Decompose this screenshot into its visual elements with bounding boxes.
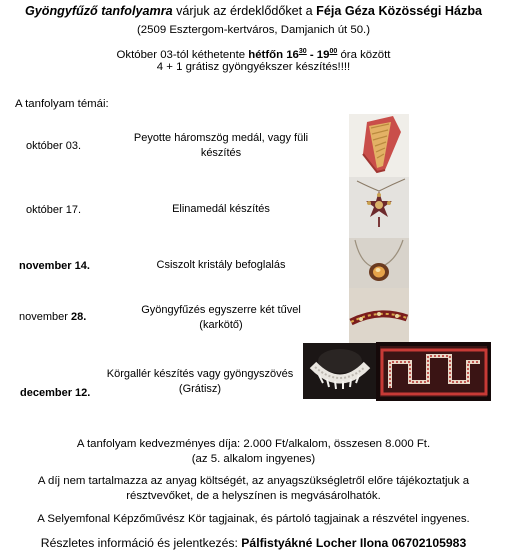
header-invite-text: várjuk az érdeklődőket a (172, 4, 317, 18)
topic-desc-1-line1: Peyotte háromszög medál, vagy füli (133, 132, 309, 144)
topic-date-1: október 03. (26, 140, 82, 152)
contact-line (0, 536, 507, 551)
venue-address: (2509 Esztergom-kertváros, Damjanich út 50.) (137, 24, 370, 36)
crystal-necklace-photo (349, 238, 409, 290)
topic-desc-5-line2: (Grátisz) (178, 383, 222, 395)
topic-date-2: október 17. (26, 204, 82, 216)
bead-weaving-photo (376, 342, 491, 401)
members-line: A Selyemfonal Képzőművész Kör tagjainak, és pártoló tagjainak a részvétel ingyenes. (37, 513, 470, 525)
topic-desc-2 (96, 202, 346, 217)
material-line-1: A díj nem tartalmazza az anyag költségét, az anyagszükségletről előre tájékoztatjuk a (37, 475, 470, 487)
topic-desc-2-line1: Elinamedál készítés (172, 203, 270, 215)
topic-desc-4-line2: (karkötő) (199, 319, 243, 331)
topic-desc-5 (98, 367, 302, 397)
fee-line-2: (az 5. alkalom ingyenes) (191, 453, 316, 465)
schedule-end-hour: - 19 (306, 49, 330, 61)
schedule-end-minutes: 00 (329, 48, 338, 55)
topic-desc-4-line1: Gyöngyfűzés egyszerre két tűvel (141, 304, 301, 316)
contact-prefix: Részletes információ és jelentkezés: (40, 536, 242, 550)
schedule-start-hour: hétfőn 16 (248, 49, 299, 61)
topic-desc-5-line1: Körgallér készítés vagy gyöngyszövés (106, 368, 294, 380)
contact-name-phone: Pálfistyákné Locher Ilona 06702105983 (241, 536, 467, 550)
beaded-collar-photo (303, 343, 377, 399)
star-pendant-photo (349, 177, 409, 239)
schedule-suffix: óra között (337, 49, 391, 61)
topic-date-4-day: 28. (70, 311, 87, 323)
bracelet-photo (349, 288, 409, 343)
topic-date-3: november 14. (19, 260, 90, 272)
topic-date-4 (19, 310, 86, 324)
triangle-pendant-photo (349, 114, 409, 179)
fee-line-1: A tanfolyam kedvezményes díja: 2.000 Ft/alkalom, összesen 8.000 Ft. (76, 438, 431, 450)
topics-title: A tanfolyam témái: (15, 98, 109, 110)
schedule-prefix: Október 03-tól kéthetente (116, 49, 249, 61)
material-line-2: résztvevőket, de a helyszínen is megvásárolhatók. (126, 490, 381, 502)
course-name: Gyöngyfűző tanfolyamra (24, 4, 173, 18)
venue-name: Féja Géza Közösségi Házba (316, 4, 483, 18)
topic-desc-1 (96, 131, 346, 161)
header-line-1 (0, 4, 507, 19)
topic-desc-4 (96, 303, 346, 333)
offer-line: 4 + 1 grátisz gyöngyékszer készítés!!!! (156, 61, 351, 73)
schedule-start-minutes: 30 (298, 48, 307, 55)
topic-desc-1-line2: készítés (200, 147, 242, 159)
topic-desc-3 (96, 258, 346, 273)
topic-date-4-month: november (19, 311, 71, 323)
topic-desc-3-line1: Csiszolt kristály befoglalás (156, 259, 286, 271)
topic-date-5: december 12. (20, 387, 91, 399)
